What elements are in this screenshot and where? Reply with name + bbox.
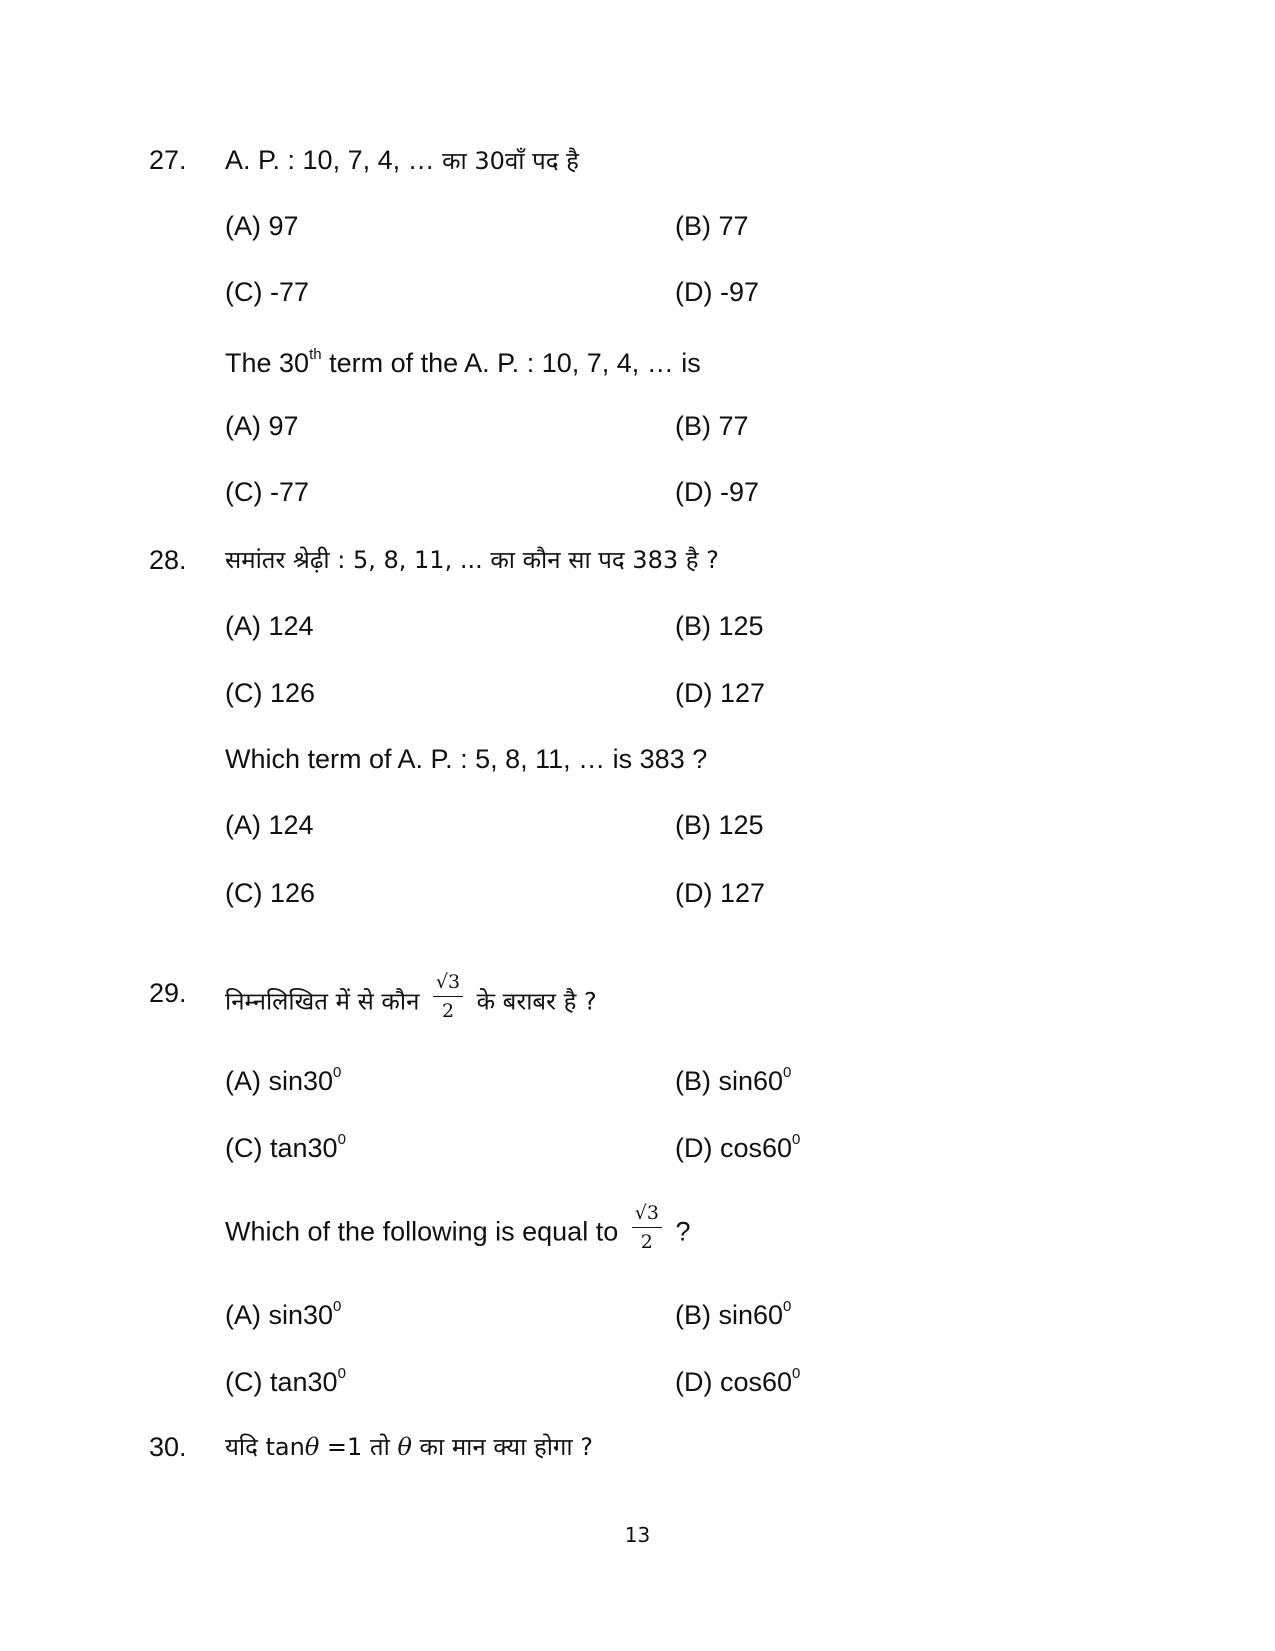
q27-hi-option-b[interactable]: (B) 77: [675, 211, 749, 241]
q29-en-option-c[interactable]: [225, 1360, 346, 1399]
q29-en-option-a[interactable]: [225, 1293, 341, 1332]
q28-hi-option-b[interactable]: (B) 125: [675, 611, 764, 641]
q27-hi-option-a[interactable]: (A) 97: [225, 211, 299, 241]
q27-en-sup: th: [309, 346, 322, 363]
q30-number: 30.: [149, 1432, 187, 1462]
q29-hi-suffix: के बराबर है ?: [476, 987, 597, 1016]
fraction-numerator: √3: [632, 1201, 662, 1228]
page-number: 13: [624, 1523, 651, 1547]
q28-hi-option-a[interactable]: (A) 124: [225, 611, 314, 641]
q27-en-question: [225, 341, 701, 380]
degree-sup: 0: [783, 1298, 792, 1315]
theta-symbol: θ: [304, 1433, 320, 1461]
q27-en-prefix: The 30: [225, 348, 310, 378]
q29-hi-option-d[interactable]: [675, 1126, 800, 1165]
q27-hi-prefix: A. P. : 10, 7, 4, …: [225, 145, 443, 175]
q27-hi-option-c[interactable]: (C) -77: [225, 277, 310, 307]
q29-hi-option-a[interactable]: [225, 1059, 341, 1098]
q29-en-question: [225, 1202, 691, 1260]
degree-sup: 0: [783, 1064, 792, 1081]
fraction-numerator: √3: [433, 970, 463, 997]
q27-number: 27.: [149, 145, 187, 175]
q29-en-suffix: ?: [675, 1216, 691, 1247]
option-label: (B) sin60: [675, 1300, 784, 1330]
q28-en-option-b[interactable]: (B) 125: [675, 810, 764, 840]
theta-symbol: θ: [397, 1433, 412, 1461]
option-label: (D) cos60: [675, 1133, 793, 1163]
sqrt3-over-2-fraction: [433, 970, 463, 1023]
q27-en-option-d[interactable]: (D) -97: [675, 477, 760, 507]
q29-hi-option-c[interactable]: [225, 1126, 346, 1165]
q28-en-option-c[interactable]: (C) 126: [225, 878, 316, 908]
q27-hi-option-d[interactable]: (D) -97: [675, 277, 760, 307]
q27-hi-question: [225, 143, 579, 178]
q27-en-option-a[interactable]: (A) 97: [225, 411, 299, 441]
q27-en-option-b[interactable]: (B) 77: [675, 411, 749, 441]
q29-hi-question: [225, 971, 597, 1029]
fraction-denominator: 2: [640, 1231, 653, 1253]
q27-hi-suffix: का 30वाँ पद है: [442, 147, 579, 175]
q29-en-option-b[interactable]: [675, 1293, 791, 1332]
q29-hi-prefix: निम्नलिखित में से कौन: [225, 987, 420, 1016]
degree-sup: 0: [333, 1064, 342, 1081]
q30-hi-question: [225, 1430, 593, 1464]
q29-en-option-d[interactable]: [675, 1360, 800, 1399]
q28-hi-option-d[interactable]: (D) 127: [675, 678, 766, 708]
q29-number: 29.: [149, 978, 187, 1008]
q29-hi-option-b[interactable]: [675, 1059, 791, 1098]
fraction-denominator: 2: [441, 1000, 455, 1022]
q30-part3: का मान क्या होगा ?: [411, 1433, 594, 1461]
degree-sup: 0: [333, 1298, 342, 1315]
q27-en-option-c[interactable]: (C) -77: [225, 477, 310, 507]
q28-hi-question: समांतर श्रेढ़ी : 5, 8, 11, ... का कौन सा पद 383 है ?: [225, 546, 719, 574]
option-label: (B) sin60: [675, 1066, 784, 1096]
q28-en-option-d[interactable]: (D) 127: [675, 878, 766, 908]
degree-sup: 0: [792, 1365, 801, 1382]
option-label: (A) sin30: [225, 1300, 334, 1330]
q28-number: 28.: [149, 545, 187, 575]
q30-part1: यदि tan: [225, 1433, 305, 1461]
option-label: (C) tan30: [225, 1367, 338, 1397]
degree-sup: 0: [792, 1131, 801, 1148]
q29-en-prefix: Which of the following is equal to: [225, 1216, 619, 1247]
q27-en-suffix: term of the A. P. : 10, 7, 4, … is: [321, 348, 701, 378]
q30-part2: =1 तो: [319, 1433, 398, 1461]
option-label: (C) tan30: [225, 1133, 338, 1163]
degree-sup: 0: [337, 1365, 346, 1382]
q28-hi-option-c[interactable]: (C) 126: [225, 678, 316, 708]
q28-en-option-a[interactable]: (A) 124: [225, 810, 314, 840]
q28-en-question: Which term of A. P. : 5, 8, 11, … is 383 ?: [225, 744, 708, 774]
option-label: (A) sin30: [225, 1066, 334, 1096]
sqrt3-over-2-fraction: [632, 1201, 662, 1254]
degree-sup: 0: [337, 1131, 346, 1148]
option-label: (D) cos60: [675, 1367, 793, 1397]
